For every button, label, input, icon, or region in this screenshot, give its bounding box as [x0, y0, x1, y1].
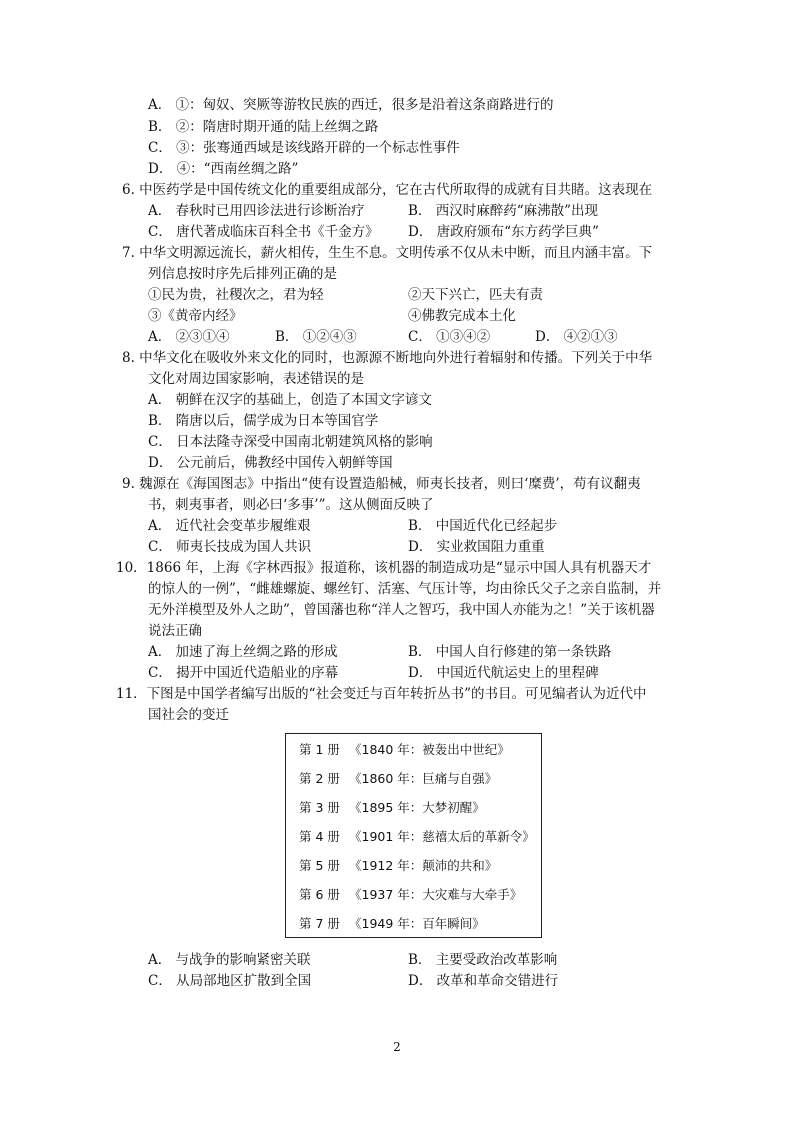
- book-title: 《1949 年：百年瞬间》: [349, 916, 485, 931]
- q9-option-a: A． 近代社会变革步履维艰: [148, 518, 311, 534]
- book-list-box: [285, 733, 542, 938]
- book-volume: 第 3 册: [299, 800, 340, 815]
- q7-item-3: ③《黄帝内经》: [148, 308, 243, 324]
- q5-option-c: C． ③：张骞通西域是该线路开辟的一个标志性事件: [148, 140, 460, 156]
- q7-option-d: D． ④②①③: [535, 329, 618, 345]
- q8-option-d: D． 公元前后，佛教经中国传入朝鲜等国: [148, 455, 393, 471]
- q7-option-b: B． ①②④③: [275, 329, 357, 345]
- q6-option-d: D． 唐政府颁布“东方药学巨典”: [408, 224, 599, 240]
- q10-option-a: A． 加速了海上丝绸之路的形成: [148, 644, 338, 660]
- q7-option-c: C． ①③④②: [408, 329, 491, 345]
- q6-option-b: B． 西汉时麻醉药“麻沸散”出现: [408, 203, 599, 219]
- q11-option-d: D． 改革和革命交错进行: [408, 973, 559, 989]
- q7-option-a: A． ②③①④: [148, 329, 230, 345]
- book-title: 《1840 年：被轰出中世纪》: [349, 742, 510, 757]
- book-volume: 第 2 册: [299, 771, 340, 786]
- q8-option-a: A． 朝鲜在汉字的基础上，创造了本国文字谚文: [148, 392, 433, 408]
- book-entry: [299, 828, 535, 846]
- q11-option-c: C． 从局部地区扩散到全国: [148, 973, 312, 989]
- q10-option-d: D． 中国近代航运史上的里程碑: [408, 665, 599, 681]
- q9-stem-line-2: 书，刺夷事者，则必曰‘多事’”。这从侧面反映了: [148, 497, 434, 513]
- book-volume: 第 5 册: [299, 858, 340, 873]
- book-entry: [299, 799, 485, 817]
- book-title: 《1895 年：大梦初醒》: [349, 800, 485, 815]
- book-title: 《1860 年：巨痛与自强》: [349, 771, 498, 786]
- book-volume: 第 4 册: [299, 829, 340, 844]
- q8-option-c: C． 日本法隆寺深受中国南北朝建筑风格的影响: [148, 434, 433, 450]
- book-entry: [299, 857, 497, 875]
- q7-stem-line-1: 7. 中华文明源远流长，薪火相传，生生不息。文明传承不仅从未中断，而且内涵丰富。下: [122, 245, 653, 261]
- q9-stem-line-1: 9. 魏源在《海国图志》中指出“使有设置造船械，师夷长技者，则曰‘糜费’，苟有议翻夷: [122, 476, 641, 492]
- q5-option-b: B． ②：隋唐时期开通的陆上丝绸之路: [148, 119, 379, 135]
- q10-stem-line-4: 说法正确: [148, 623, 202, 639]
- q9-option-c: C． 师夷长技成为国人共识: [148, 539, 312, 555]
- q8-stem-line-1: 8. 中华文化在吸收外来文化的同时，也源源不断地向外进行着辐射和传播。下列关于中华: [122, 350, 653, 366]
- book-title: 《1937 年：大灾难与大牵手》: [349, 887, 523, 902]
- q7-item-1: ①民为贵，社稷次之，君为轻: [148, 287, 324, 303]
- q8-option-b: B． 隋唐以后，儒学成为日本等国官学: [148, 413, 379, 429]
- book-entry: [299, 770, 497, 788]
- q10-stem-line-2: 的惊人的一例”，“雌雄螺旋、螺丝钉、活塞、气压计等，均由徐氏父子之亲自监制，并: [148, 581, 662, 597]
- q6-option-a: A． 春秋时已用四诊法进行诊断治疗: [148, 203, 365, 219]
- q9-option-d: D． 实业救国阻力重重: [408, 539, 545, 555]
- q11-stem-line-1: 11．下图是中国学者编写出版的“社会变迁与百年转折丛书”的书目。可见编者认为近代中: [116, 686, 647, 702]
- q9-option-b: B． 中国近代化已经起步: [408, 518, 558, 534]
- q7-item-4: ④佛教完成本土化: [408, 308, 516, 324]
- q10-option-b: B． 中国人自行修建的第一条铁路: [408, 644, 612, 660]
- q5-option-d: D． ④：“西南丝绸之路”: [148, 161, 299, 177]
- q10-stem-line-1: 10．1866 年，上海《字林西报》报道称，该机器的制造成功是“显示中国人具有机器天才: [116, 560, 652, 576]
- book-entry: [299, 741, 510, 759]
- book-title: 《1912 年：颠沛的共和》: [349, 858, 498, 873]
- q8-stem-line-2: 文化对周边国家影响，表述错误的是: [148, 371, 364, 387]
- book-volume: 第 1 册: [299, 742, 340, 757]
- page-number: 2: [393, 1040, 401, 1054]
- q11-option-b: B． 主要受政治改革影响: [408, 952, 558, 968]
- q6-stem: 6. 中医药学是中国传统文化的重要组成部分，它在古代所取得的成就有目共睹。这表现在: [122, 182, 653, 198]
- q11-stem-line-2: 国社会的变迁: [148, 707, 229, 723]
- book-volume: 第 6 册: [299, 887, 340, 902]
- book-volume: 第 7 册: [299, 916, 340, 931]
- q7-item-2: ②天下兴亡，匹夫有责: [408, 287, 543, 303]
- book-entry: [299, 915, 485, 933]
- q6-option-c: C． 唐代著成临床百科全书《千金方》: [148, 224, 379, 240]
- q10-option-c: C． 揭开中国近代造船业的序幕: [148, 665, 339, 681]
- book-entry: [299, 886, 522, 904]
- book-title: 《1901 年：慈禧太后的革新令》: [349, 829, 535, 844]
- q10-stem-line-3: 无外洋模型及外人之助”，曾国藩也称“洋人之智巧，我中国人亦能为之！”关于该机器: [148, 602, 655, 618]
- q11-option-a: A． 与战争的影响紧密关联: [148, 952, 311, 968]
- q5-option-a: A． ①：匈奴、突厥等游牧民族的西迁，很多是沿着这条商路进行的: [148, 97, 554, 113]
- q7-stem-line-2: 列信息按时序先后排列正确的是: [148, 266, 337, 282]
